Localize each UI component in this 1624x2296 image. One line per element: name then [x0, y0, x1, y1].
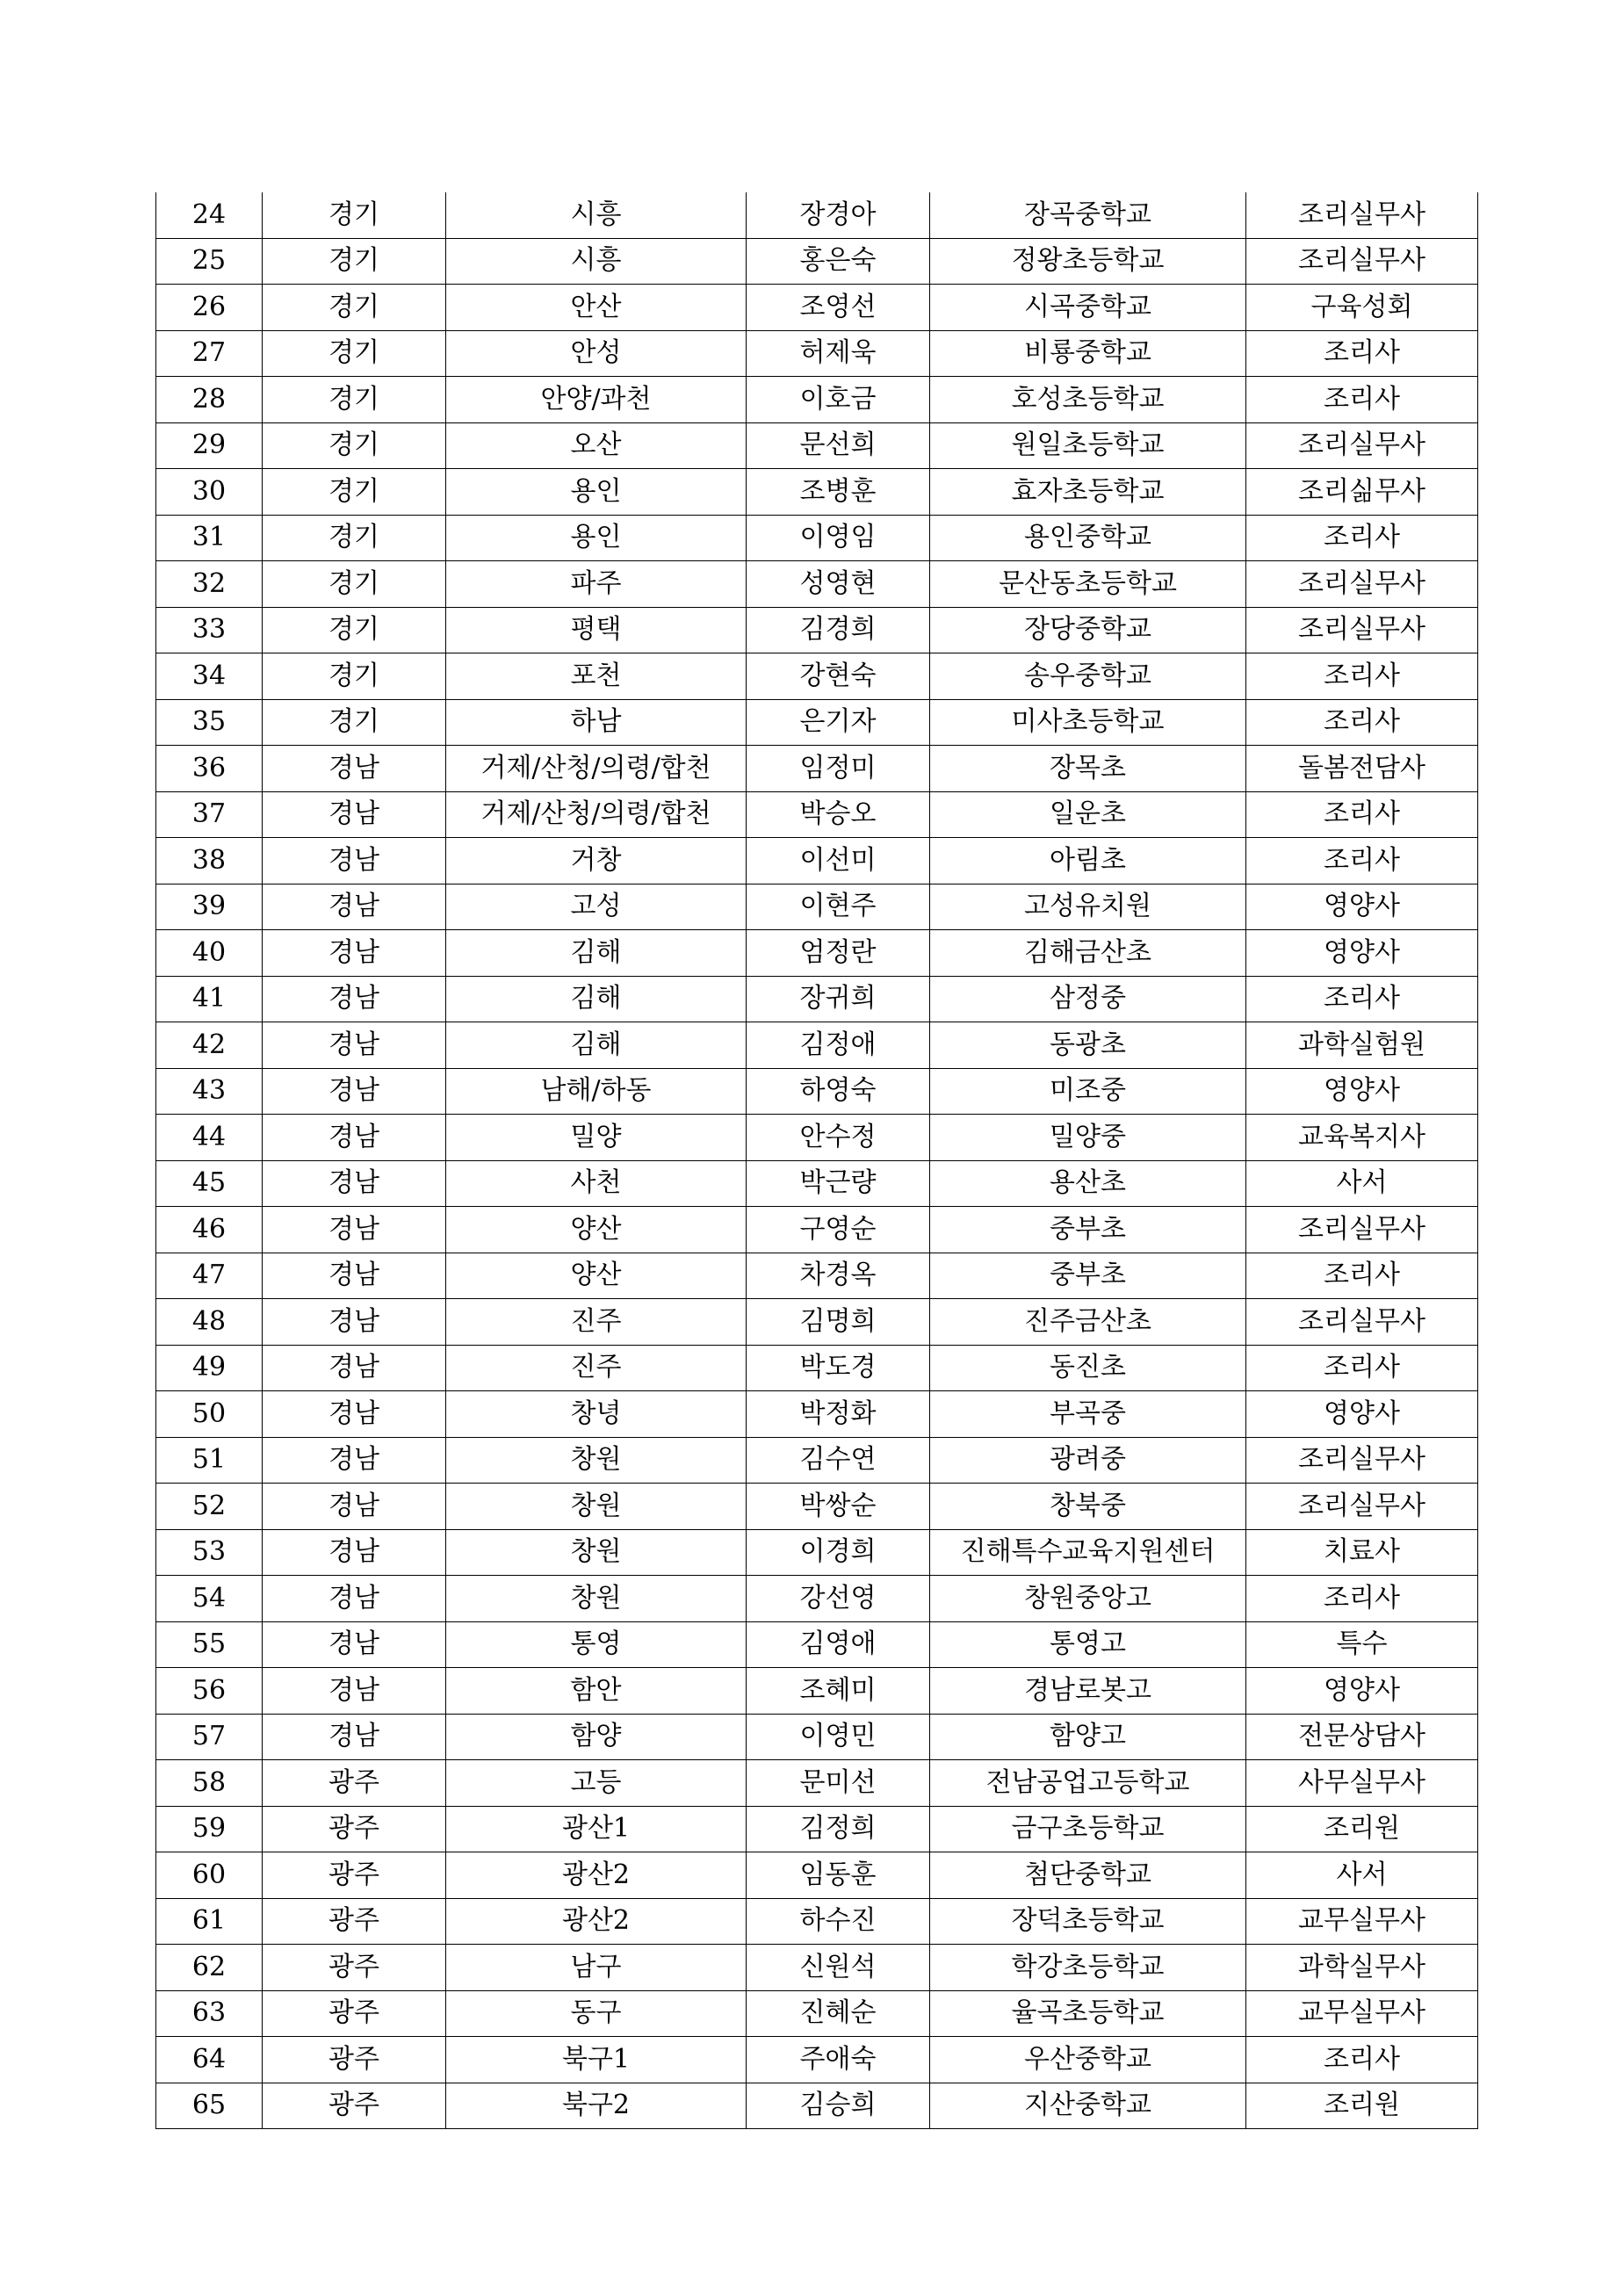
job-title-cell: 조리실무사	[1246, 561, 1478, 608]
name-cell: 김수연	[747, 1437, 930, 1484]
school-cell: 부곡중	[930, 1391, 1246, 1438]
school-cell: 일운초	[930, 791, 1246, 838]
row-number-cell: 57	[156, 1714, 263, 1760]
district-cell: 오산	[446, 422, 747, 469]
name-cell: 이현주	[747, 884, 930, 930]
row-number-cell: 53	[156, 1529, 263, 1576]
region-cell: 광주	[263, 1806, 446, 1852]
row-number-cell: 32	[156, 561, 263, 608]
table-row	[156, 515, 1478, 561]
table-row	[156, 1484, 1478, 1530]
region-cell: 경남	[263, 976, 446, 1022]
region-cell: 경남	[263, 930, 446, 977]
name-cell: 박정화	[747, 1391, 930, 1438]
table-row	[156, 1345, 1478, 1391]
row-number-cell: 38	[156, 838, 263, 884]
district-cell: 거창	[446, 838, 747, 884]
region-cell: 경남	[263, 1437, 446, 1484]
district-cell: 진주	[446, 1345, 747, 1391]
job-title-cell: 교무실무사	[1246, 1990, 1478, 2037]
school-cell: 김해금산초	[930, 930, 1246, 977]
district-cell: 창원	[446, 1437, 747, 1484]
school-cell: 광려중	[930, 1437, 1246, 1484]
table-row	[156, 1207, 1478, 1253]
row-number-cell: 37	[156, 791, 263, 838]
row-number-cell: 24	[156, 192, 263, 238]
district-cell: 시흥	[446, 192, 747, 238]
name-cell: 박도경	[747, 1345, 930, 1391]
row-number-cell: 33	[156, 607, 263, 653]
district-cell: 안양/과천	[446, 377, 747, 423]
table-row	[156, 1529, 1478, 1576]
school-cell: 전남공업고등학교	[930, 1760, 1246, 1807]
row-number-cell: 48	[156, 1299, 263, 1346]
row-number-cell: 44	[156, 1115, 263, 1161]
table-row	[156, 1437, 1478, 1484]
table-row	[156, 930, 1478, 977]
row-number-cell: 35	[156, 699, 263, 746]
row-number-cell: 25	[156, 238, 263, 285]
job-title-cell: 교무실무사	[1246, 1898, 1478, 1945]
school-cell: 경남로봇고	[930, 1668, 1246, 1715]
table-row	[156, 1898, 1478, 1945]
region-cell: 경남	[263, 884, 446, 930]
school-cell: 우산중학교	[930, 2037, 1246, 2083]
name-cell: 김경희	[747, 607, 930, 653]
job-title-cell: 조리사	[1246, 653, 1478, 700]
name-cell: 엄정란	[747, 930, 930, 977]
job-title-cell: 조리싦무사	[1246, 469, 1478, 516]
name-cell: 이경희	[747, 1529, 930, 1576]
job-title-cell: 조리실무사	[1246, 1207, 1478, 1253]
region-cell: 경남	[263, 1484, 446, 1530]
name-cell: 강현숙	[747, 653, 930, 700]
row-number-cell: 56	[156, 1668, 263, 1715]
row-number-cell: 42	[156, 1022, 263, 1069]
row-number-cell: 61	[156, 1898, 263, 1945]
region-cell: 광주	[263, 1760, 446, 1807]
school-cell: 진주금산초	[930, 1299, 1246, 1346]
district-cell: 김해	[446, 1022, 747, 1069]
school-cell: 진해특수교육지원센터	[930, 1529, 1246, 1576]
table-row	[156, 1806, 1478, 1852]
school-cell: 첨단중학교	[930, 1852, 1246, 1899]
name-cell: 문미선	[747, 1760, 930, 1807]
name-cell: 박쌍순	[747, 1484, 930, 1530]
row-number-cell: 65	[156, 2083, 263, 2129]
district-cell: 안산	[446, 285, 747, 331]
table-row	[156, 1576, 1478, 1622]
name-cell: 성영현	[747, 561, 930, 608]
table-row	[156, 561, 1478, 608]
region-cell: 경남	[263, 1115, 446, 1161]
name-cell: 박근량	[747, 1160, 930, 1207]
region-cell: 경남	[263, 1253, 446, 1299]
name-cell: 이영민	[747, 1714, 930, 1760]
job-title-cell: 영양사	[1246, 1068, 1478, 1115]
table-row	[156, 1714, 1478, 1760]
name-cell: 임동훈	[747, 1852, 930, 1899]
school-cell: 삼정중	[930, 976, 1246, 1022]
row-number-cell: 27	[156, 330, 263, 377]
row-number-cell: 36	[156, 746, 263, 792]
region-cell: 경기	[263, 192, 446, 238]
job-title-cell: 조리원	[1246, 2083, 1478, 2129]
table-row	[156, 746, 1478, 792]
region-cell: 광주	[263, 2037, 446, 2083]
row-number-cell: 63	[156, 1990, 263, 2037]
table-row	[156, 1253, 1478, 1299]
region-cell: 경기	[263, 561, 446, 608]
row-number-cell: 41	[156, 976, 263, 1022]
table-row	[156, 192, 1478, 238]
school-cell: 문산동초등학교	[930, 561, 1246, 608]
row-number-cell: 60	[156, 1852, 263, 1899]
job-title-cell: 과학실험원	[1246, 1022, 1478, 1069]
region-cell: 경남	[263, 838, 446, 884]
region-cell: 경남	[263, 1668, 446, 1715]
job-title-cell: 조리사	[1246, 1576, 1478, 1622]
row-number-cell: 51	[156, 1437, 263, 1484]
name-cell: 조영선	[747, 285, 930, 331]
job-title-cell: 교육복지사	[1246, 1115, 1478, 1161]
region-cell: 경남	[263, 1068, 446, 1115]
job-title-cell: 조리실무사	[1246, 1299, 1478, 1346]
row-number-cell: 50	[156, 1391, 263, 1438]
school-cell: 미사초등학교	[930, 699, 1246, 746]
table-row	[156, 1852, 1478, 1899]
district-cell: 고성	[446, 884, 747, 930]
school-cell: 호성초등학교	[930, 377, 1246, 423]
name-cell: 김정애	[747, 1022, 930, 1069]
region-cell: 경남	[263, 1299, 446, 1346]
name-cell: 허제욱	[747, 330, 930, 377]
row-number-cell: 59	[156, 1806, 263, 1852]
region-cell: 경기	[263, 607, 446, 653]
district-cell: 거제/산청/의령/합천	[446, 746, 747, 792]
district-cell: 김해	[446, 976, 747, 1022]
name-cell: 안수정	[747, 1115, 930, 1161]
job-title-cell: 조리사	[1246, 699, 1478, 746]
school-cell: 시곡중학교	[930, 285, 1246, 331]
table-row	[156, 1068, 1478, 1115]
school-cell: 용산초	[930, 1160, 1246, 1207]
job-title-cell: 조리실무사	[1246, 238, 1478, 285]
job-title-cell: 영양사	[1246, 1391, 1478, 1438]
row-number-cell: 46	[156, 1207, 263, 1253]
district-cell: 함안	[446, 1668, 747, 1715]
school-cell: 지산중학교	[930, 2083, 1246, 2129]
name-cell: 문선희	[747, 422, 930, 469]
job-title-cell: 조리실무사	[1246, 1484, 1478, 1530]
name-cell: 장경아	[747, 192, 930, 238]
name-cell: 구영순	[747, 1207, 930, 1253]
job-title-cell: 조리사	[1246, 1253, 1478, 1299]
table-row	[156, 1760, 1478, 1807]
table-row	[156, 1668, 1478, 1715]
district-cell: 용인	[446, 515, 747, 561]
name-cell: 하영숙	[747, 1068, 930, 1115]
table-row	[156, 422, 1478, 469]
district-cell: 파주	[446, 561, 747, 608]
school-cell: 동진초	[930, 1345, 1246, 1391]
name-cell: 이영임	[747, 515, 930, 561]
job-title-cell: 과학실무사	[1246, 1945, 1478, 1991]
row-number-cell: 64	[156, 2037, 263, 2083]
district-cell: 남해/하동	[446, 1068, 747, 1115]
school-cell: 송우중학교	[930, 653, 1246, 700]
region-cell: 경남	[263, 791, 446, 838]
region-cell: 광주	[263, 1945, 446, 1991]
row-number-cell: 29	[156, 422, 263, 469]
school-cell: 통영고	[930, 1621, 1246, 1668]
school-cell: 중부초	[930, 1207, 1246, 1253]
region-cell: 경기	[263, 653, 446, 700]
table-row	[156, 1115, 1478, 1161]
name-cell: 임정미	[747, 746, 930, 792]
district-cell: 하남	[446, 699, 747, 746]
district-cell: 포천	[446, 653, 747, 700]
school-cell: 효자초등학교	[930, 469, 1246, 516]
district-cell: 평택	[446, 607, 747, 653]
job-title-cell: 사무실무사	[1246, 1760, 1478, 1807]
district-cell: 광산1	[446, 1806, 747, 1852]
name-cell: 강선영	[747, 1576, 930, 1622]
name-cell: 하수진	[747, 1898, 930, 1945]
district-cell: 진주	[446, 1299, 747, 1346]
district-cell: 김해	[446, 930, 747, 977]
region-cell: 경기	[263, 330, 446, 377]
table-row	[156, 2037, 1478, 2083]
school-cell: 학강초등학교	[930, 1945, 1246, 1991]
region-cell: 경기	[263, 515, 446, 561]
job-title-cell: 구육성회	[1246, 285, 1478, 331]
table-row	[156, 1022, 1478, 1069]
job-title-cell: 조리원	[1246, 1806, 1478, 1852]
job-title-cell: 전문상담사	[1246, 1714, 1478, 1760]
job-title-cell: 조리사	[1246, 330, 1478, 377]
school-cell: 장곡중학교	[930, 192, 1246, 238]
school-cell: 밀양중	[930, 1115, 1246, 1161]
name-cell: 주애숙	[747, 2037, 930, 2083]
region-cell: 경남	[263, 1529, 446, 1576]
district-cell: 사천	[446, 1160, 747, 1207]
district-cell: 고등	[446, 1760, 747, 1807]
job-title-cell: 영양사	[1246, 884, 1478, 930]
row-number-cell: 39	[156, 884, 263, 930]
job-title-cell: 조리실무사	[1246, 422, 1478, 469]
district-cell: 용인	[446, 469, 747, 516]
school-cell: 금구초등학교	[930, 1806, 1246, 1852]
name-cell: 김정희	[747, 1806, 930, 1852]
row-number-cell: 49	[156, 1345, 263, 1391]
row-number-cell: 54	[156, 1576, 263, 1622]
row-number-cell: 47	[156, 1253, 263, 1299]
school-cell: 원일초등학교	[930, 422, 1246, 469]
district-cell: 북구2	[446, 2083, 747, 2129]
table-row	[156, 1299, 1478, 1346]
row-number-cell: 58	[156, 1760, 263, 1807]
job-title-cell: 조리사	[1246, 377, 1478, 423]
name-cell: 차경옥	[747, 1253, 930, 1299]
region-cell: 경남	[263, 1160, 446, 1207]
district-cell: 동구	[446, 1990, 747, 2037]
row-number-cell: 40	[156, 930, 263, 977]
school-cell: 장당중학교	[930, 607, 1246, 653]
table-row	[156, 699, 1478, 746]
region-cell: 경남	[263, 1576, 446, 1622]
name-cell: 조병훈	[747, 469, 930, 516]
job-title-cell: 사서	[1246, 1852, 1478, 1899]
row-number-cell: 45	[156, 1160, 263, 1207]
region-cell: 경남	[263, 1022, 446, 1069]
table-row	[156, 377, 1478, 423]
region-cell: 경기	[263, 699, 446, 746]
region-cell: 경남	[263, 1345, 446, 1391]
region-cell: 광주	[263, 1898, 446, 1945]
row-number-cell: 30	[156, 469, 263, 516]
school-cell: 중부초	[930, 1253, 1246, 1299]
table-row	[156, 791, 1478, 838]
table-row	[156, 607, 1478, 653]
region-cell: 경기	[263, 469, 446, 516]
table-row	[156, 2083, 1478, 2129]
district-cell: 밀양	[446, 1115, 747, 1161]
name-cell: 김영애	[747, 1621, 930, 1668]
table-row	[156, 285, 1478, 331]
region-cell: 경기	[263, 285, 446, 331]
school-cell: 비룡중학교	[930, 330, 1246, 377]
name-cell: 김명희	[747, 1299, 930, 1346]
school-cell: 장목초	[930, 746, 1246, 792]
school-cell: 미조중	[930, 1068, 1246, 1115]
region-cell: 경남	[263, 1621, 446, 1668]
row-number-cell: 31	[156, 515, 263, 561]
name-cell: 박승오	[747, 791, 930, 838]
row-number-cell: 34	[156, 653, 263, 700]
job-title-cell: 사서	[1246, 1160, 1478, 1207]
row-number-cell: 26	[156, 285, 263, 331]
region-cell: 경기	[263, 377, 446, 423]
job-title-cell: 영양사	[1246, 930, 1478, 977]
district-cell: 시흥	[446, 238, 747, 285]
job-title-cell: 조리사	[1246, 1345, 1478, 1391]
school-cell: 창북중	[930, 1484, 1246, 1530]
region-cell: 경남	[263, 1391, 446, 1438]
school-cell: 고성유치원	[930, 884, 1246, 930]
school-cell: 창원중앙고	[930, 1576, 1246, 1622]
region-cell: 경기	[263, 238, 446, 285]
job-title-cell: 조리사	[1246, 976, 1478, 1022]
name-cell: 신원석	[747, 1945, 930, 1991]
job-title-cell: 조리실무사	[1246, 192, 1478, 238]
name-cell: 홍은숙	[747, 238, 930, 285]
name-cell: 이선미	[747, 838, 930, 884]
school-cell: 율곡초등학교	[930, 1990, 1246, 2037]
district-cell: 함양	[446, 1714, 747, 1760]
job-title-cell: 조리사	[1246, 791, 1478, 838]
job-title-cell: 특수	[1246, 1621, 1478, 1668]
district-cell: 통영	[446, 1621, 747, 1668]
row-number-cell: 28	[156, 377, 263, 423]
district-cell: 안성	[446, 330, 747, 377]
table-row	[156, 1160, 1478, 1207]
district-cell: 거제/산청/의령/합천	[446, 791, 747, 838]
district-cell: 광산2	[446, 1898, 747, 1945]
row-number-cell: 62	[156, 1945, 263, 1991]
name-cell: 장귀희	[747, 976, 930, 1022]
table-row	[156, 884, 1478, 930]
district-cell: 창원	[446, 1484, 747, 1530]
school-cell: 동광초	[930, 1022, 1246, 1069]
region-cell: 경기	[263, 422, 446, 469]
job-title-cell: 조리사	[1246, 515, 1478, 561]
district-cell: 창원	[446, 1529, 747, 1576]
region-cell: 광주	[263, 1852, 446, 1899]
district-cell: 양산	[446, 1207, 747, 1253]
job-title-cell: 치료사	[1246, 1529, 1478, 1576]
school-cell: 함양고	[930, 1714, 1246, 1760]
district-cell: 양산	[446, 1253, 747, 1299]
region-cell: 경남	[263, 1714, 446, 1760]
district-cell: 남구	[446, 1945, 747, 1991]
school-cell: 정왕초등학교	[930, 238, 1246, 285]
district-cell: 북구1	[446, 2037, 747, 2083]
table-row	[156, 976, 1478, 1022]
district-cell: 창녕	[446, 1391, 747, 1438]
job-title-cell: 조리실무사	[1246, 607, 1478, 653]
roster-table	[155, 192, 1478, 2129]
district-cell: 창원	[446, 1576, 747, 1622]
school-cell: 용인중학교	[930, 515, 1246, 561]
table-row	[156, 238, 1478, 285]
table-row	[156, 1945, 1478, 1991]
table-row	[156, 1391, 1478, 1438]
name-cell: 김승희	[747, 2083, 930, 2129]
district-cell: 광산2	[446, 1852, 747, 1899]
row-number-cell: 55	[156, 1621, 263, 1668]
table-row	[156, 838, 1478, 884]
table-row	[156, 653, 1478, 700]
job-title-cell: 조리실무사	[1246, 1437, 1478, 1484]
region-cell: 광주	[263, 2083, 446, 2129]
table-row	[156, 1990, 1478, 2037]
table-row	[156, 1621, 1478, 1668]
region-cell: 경남	[263, 746, 446, 792]
row-number-cell: 43	[156, 1068, 263, 1115]
job-title-cell: 돌봄전담사	[1246, 746, 1478, 792]
job-title-cell: 조리사	[1246, 838, 1478, 884]
job-title-cell: 영양사	[1246, 1668, 1478, 1715]
region-cell: 경남	[263, 1207, 446, 1253]
region-cell: 광주	[263, 1990, 446, 2037]
school-cell: 장덕초등학교	[930, 1898, 1246, 1945]
name-cell: 이호금	[747, 377, 930, 423]
job-title-cell: 조리사	[1246, 2037, 1478, 2083]
school-cell: 아림초	[930, 838, 1246, 884]
name-cell: 진혜순	[747, 1990, 930, 2037]
name-cell: 조혜미	[747, 1668, 930, 1715]
table-row	[156, 469, 1478, 516]
name-cell: 은기자	[747, 699, 930, 746]
roster-table-body	[156, 192, 1478, 2129]
row-number-cell: 52	[156, 1484, 263, 1530]
table-row	[156, 330, 1478, 377]
